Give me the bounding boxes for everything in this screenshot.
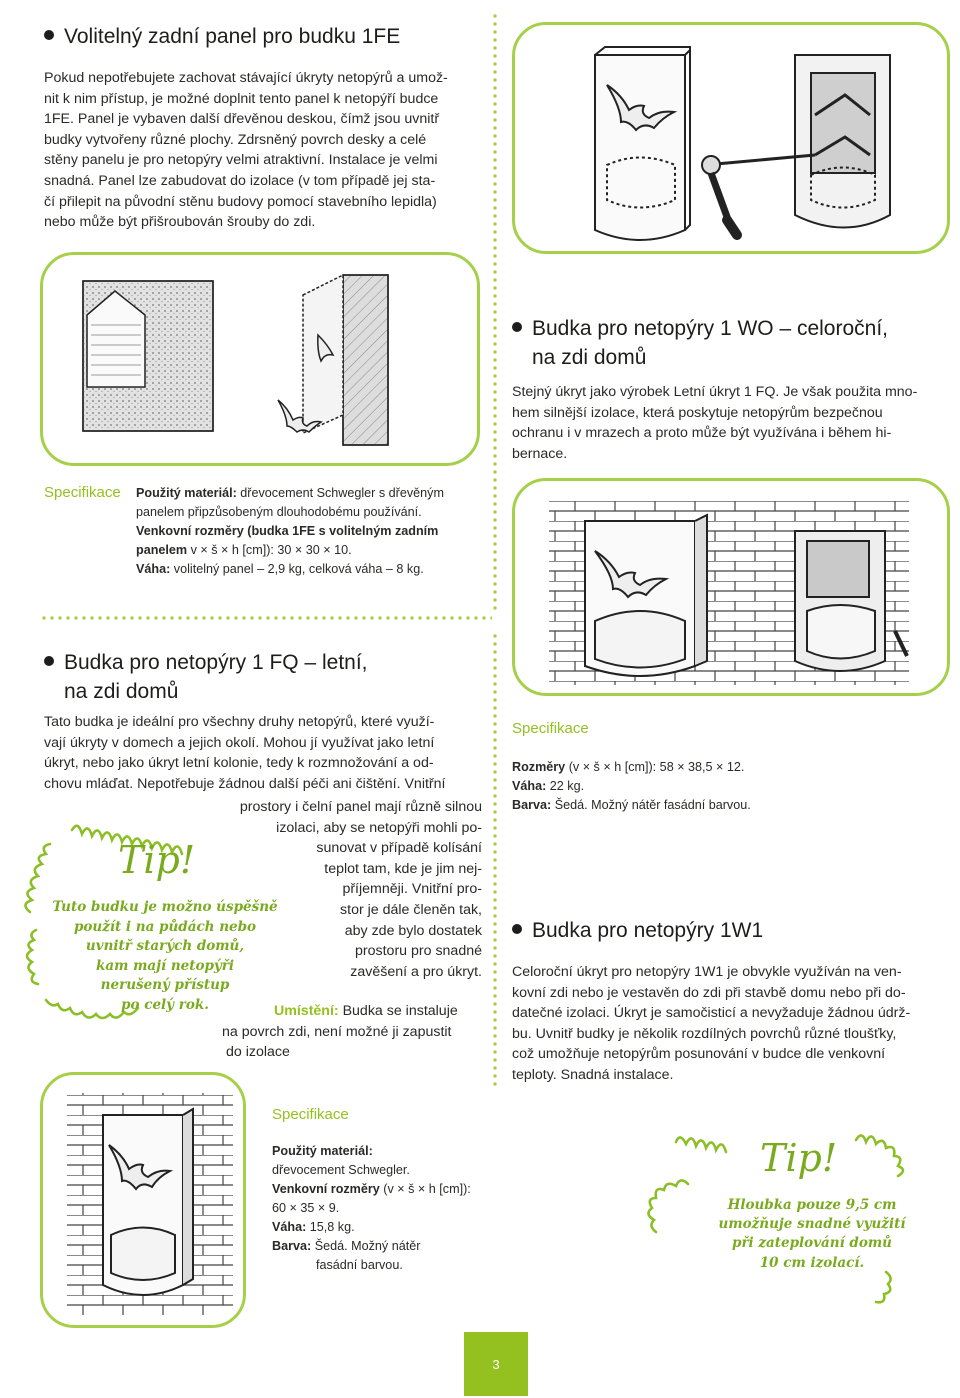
spec-weight-label: Váha: [136, 562, 171, 576]
spec-dims-label: Venkovní rozměry [272, 1182, 380, 1196]
section1-paragraph [44, 68, 486, 233]
spec-dims-value: 60 × 35 × 9. [272, 1201, 340, 1215]
text-line: teplot tam, kde je jim nej- [324, 860, 482, 877]
text-line: prostoru pro snadné [355, 943, 482, 960]
spec-weight-value: 22 kg. [546, 779, 585, 793]
bat-box-1fq-illustration [43, 1075, 243, 1325]
spec-material-label: Použitý materiál: [272, 1144, 373, 1158]
text-line: bu. Uvnitř budky je několik rozdílných povrchů různé tloušťky, [512, 1025, 897, 1042]
location-line2: na povrch zdi, není možné ji zapustit [222, 1023, 452, 1040]
text-line: příjemněji. Vnitřní pro- [342, 881, 482, 898]
section2-spec [512, 758, 952, 815]
spec-color-value: Šedá. Možný nátěr fasádní barvou. [551, 798, 751, 812]
text-line: nit k nim přístup, je možné doplnit tento panel k netopýří budce [44, 90, 439, 107]
spec-dims-unit: v × š × h [cm]): [187, 543, 274, 557]
spec-material-label: Použitý materiál: [136, 486, 237, 500]
section4-heading: Budka pro netopýry 1W1 [512, 916, 952, 945]
spec-dims-value: 58 × 38,5 × 12. [656, 760, 745, 774]
panel-installation-illustration [515, 25, 947, 251]
image-card-1wo [512, 478, 950, 696]
text-line: prostory i čelní panel mají různě silnou [239, 799, 482, 815]
text-line: kovní zdi nebo je vestavěn do zdi při stavbě domu nebo při do- [512, 984, 906, 1001]
vertical-divider-bottom [493, 632, 497, 1088]
text-line: sunovat v případě kolísání [316, 840, 482, 857]
spec-dims-label2: panelem [136, 543, 188, 557]
text-line: hem silnější izolace, která poskytuje netopýrům bezpečnou [512, 404, 883, 421]
optional-panel-illustration [43, 255, 477, 463]
spec-dims-label: Venkovní rozměry (budka 1FE s volitelným zadním [136, 524, 439, 538]
text-line: stěny panelu je pro netopýry velmi atraktivní. Instalace je velmi [44, 152, 438, 169]
bullet-icon [512, 322, 522, 332]
spec-color-label: Barva: [512, 798, 552, 812]
text-line: snadná. Panel lze zabudovat do izolace (v tom případě jej sta- [44, 172, 436, 189]
location-label: Umístění: [274, 1003, 339, 1019]
tip-word-left: Tip! [118, 838, 196, 882]
text-line: ochranu i v mrazech a proto může být využívána i během hi- [512, 425, 892, 442]
text-line: izolaci, aby se netopýři mohli po- [276, 819, 482, 836]
page-number: 3 [464, 1332, 528, 1396]
bullet-icon [44, 30, 54, 40]
tip-text-left: Tuto budku je možno úspěšně použít i na půdách nebo uvnitř starých domů, kam mají netopýři nerušený přístup po celý rok. [52, 899, 278, 1013]
horizontal-divider-left [40, 616, 492, 620]
text-line: nebo může být přišroubován šrouby do zdi. [44, 214, 316, 231]
bullet-icon [44, 656, 54, 666]
text-line: zavěšení a pro úkryt. [350, 963, 482, 980]
spec-dims-unit: (v × š × h [cm]): [565, 760, 657, 774]
spec-color-value: Šedá. Možný nátěr [311, 1239, 421, 1253]
text-line: budky vytvořeny různé plochy. Zdrsněný povrch desky a celé [44, 131, 427, 148]
spec-dims-unit: (v × š × h [cm]): [379, 1182, 471, 1196]
section2-heading: Budka pro netopýry 1 WO – celoroční, na zdi domů [512, 314, 952, 372]
spec-weight-label: Váha: [272, 1220, 307, 1234]
text-line: vají úkryty v domech a jejich okolí. Mohou jí využívat jako letní [44, 734, 435, 751]
text-line: bernace. [512, 445, 568, 462]
section2-paragraph [512, 382, 952, 464]
image-card-optional-panel [40, 252, 480, 466]
text-line: stor je dále členěn tak, [340, 901, 482, 918]
tip-word-right: Tip! [760, 1136, 838, 1180]
text-line: což umožňuje netopýrům posunování v budce dle venkovní [512, 1046, 886, 1063]
spec-color-value2: fasádní barvou. [316, 1258, 403, 1272]
location-line3: do izolace [226, 1044, 290, 1061]
spec-weight-label: Váha: [512, 779, 547, 793]
text-line: Pokud nepotřebujete zachovat stávající úkryty netopýrů a umož- [44, 70, 448, 86]
image-card-panel-installation [512, 22, 950, 254]
section1-spec [136, 484, 496, 579]
section3-heading: Budka pro netopýry 1 FQ – letní, na zdi domů [44, 648, 484, 706]
text-line: Stejný úkryt jako výrobek Letní úkryt 1 FQ. Je však použita mno- [512, 384, 918, 400]
spec-dims-value: 30 × 30 × 10. [273, 543, 352, 557]
spec-color-label: Barva: [272, 1239, 312, 1253]
section4-paragraph [512, 962, 954, 1086]
text-line: aby zde bylo dostatek [344, 922, 482, 939]
spec-weight-value: volitelný panel – 2,9 kg, celková váha – 8 kg. [170, 562, 424, 576]
text-line: úkryt, nebo jako úkryt letní kolonie, tedy k rozmnožování a od- [44, 755, 434, 772]
section1-spec-label: Specifikace [44, 484, 121, 501]
text-line: datečné izolaci. Úkryt je samočisticí a nevyžaduje žádnou údrž- [512, 1005, 911, 1022]
section3-paragraph [44, 712, 488, 794]
text-line: Tato budka je ideální pro všechny druhy netopýrů, které využí- [44, 714, 435, 730]
section3-spec-label: Specifikace [272, 1106, 349, 1123]
spec-material-value: dřevocement Schwegler s dřevěným [236, 486, 444, 500]
image-card-1fq [40, 1072, 246, 1328]
section2-spec-label: Specifikace [512, 720, 589, 737]
text-line: chovu mláďat. Nepotřebuje žádnou další péči ani čištění. Vnitřní [44, 775, 446, 792]
spec-dims-label: Rozměry [512, 760, 566, 774]
spec-weight-value: 15,8 kg. [306, 1220, 355, 1234]
bat-box-1wo-illustration [515, 481, 947, 693]
text-line: čí přilepit na původní stěnu budovy pomocí stavebního lepidla) [44, 193, 437, 210]
bullet-icon [512, 924, 522, 934]
location-value: Budka se instaluje [338, 1003, 458, 1019]
text-line: teploty. Snadná instalace. [512, 1066, 674, 1083]
text-line: Celoroční úkryt pro netopýry 1W1 je obvykle využíván na ven- [512, 964, 902, 980]
spec-material-value: dřevocement Schwegler. [272, 1163, 410, 1177]
tip-text-right: Hloubka pouze 9,5 cm umožňuje snadné využití při zateplování domů 10 cm izolací. [718, 1197, 906, 1271]
section3-spec [272, 1142, 492, 1275]
spec-material-value2: panelem připzůsobeným dlouhodobému používání. [136, 505, 422, 519]
section1-heading: Volitelný zadní panel pro budku 1FE [44, 22, 484, 51]
text-line: 1FE. Panel je vybaven další dřevěnou deskou, čímž jsou uvnitř [44, 111, 440, 128]
